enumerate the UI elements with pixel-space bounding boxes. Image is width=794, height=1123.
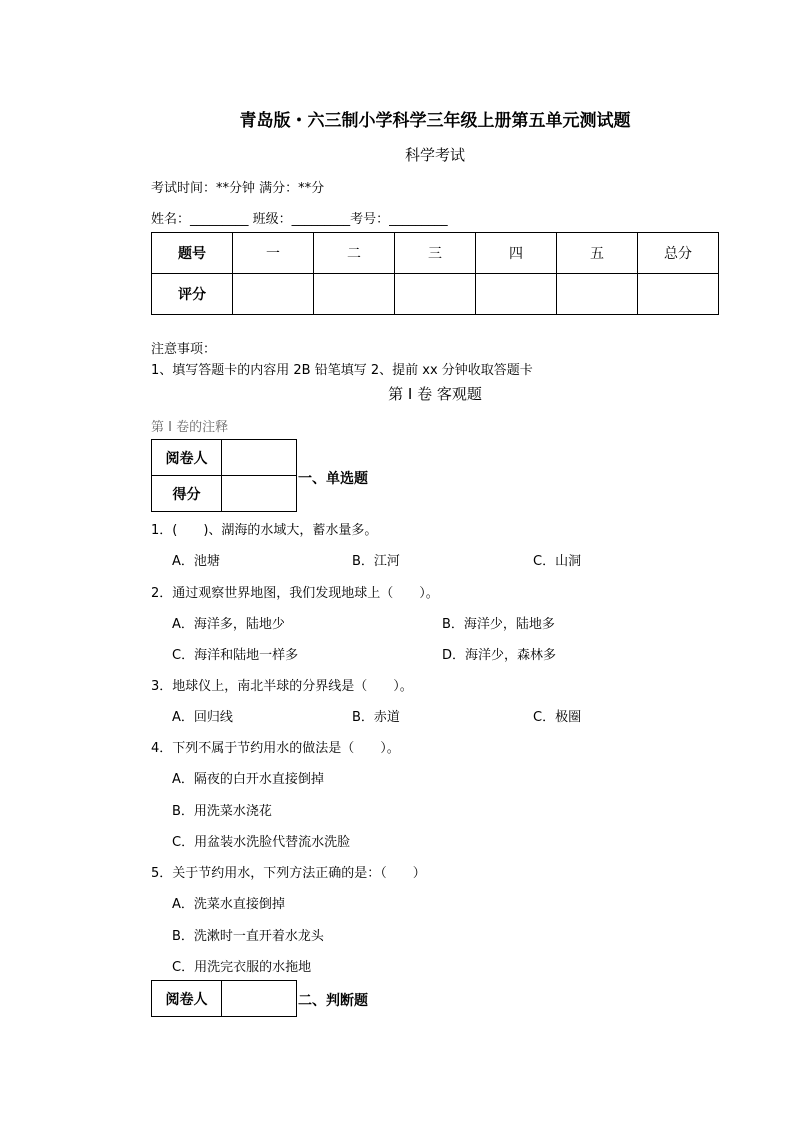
score-header-cell: 一: [233, 233, 314, 274]
grader-score-field[interactable]: [222, 476, 297, 512]
grader-score-label: 得分: [152, 476, 222, 512]
score-table-score-row: [152, 274, 719, 315]
question-option[interactable]: B．用洗菜水浇花: [172, 804, 272, 819]
score-header-cell: 二: [314, 233, 395, 274]
score-header-cell: 四: [476, 233, 557, 274]
question-stem: 4．下列不属于节约用水的做法是（ ）。: [151, 741, 400, 756]
question-option[interactable]: C．山洞: [533, 554, 582, 569]
question-option[interactable]: B．江河: [352, 554, 400, 569]
grader-reviewer-field[interactable]: [222, 440, 297, 476]
score-header-cell: 题号: [152, 233, 233, 274]
score-input-cell[interactable]: [233, 274, 314, 315]
question-option[interactable]: C．用盆装水洗脸代替流水洗脸: [172, 835, 351, 850]
score-header-cell: 三: [395, 233, 476, 274]
score-input-cell[interactable]: [557, 274, 638, 315]
question-option[interactable]: A．海洋多，陆地少: [172, 617, 285, 632]
question-option[interactable]: B．赤道: [352, 710, 400, 725]
notes-heading: 注意事项：: [151, 342, 217, 357]
page-title: 青岛版・六三制小学科学三年级上册第五单元测试题: [239, 111, 631, 131]
question-option[interactable]: B．海洋少，陆地多: [442, 617, 555, 632]
question-option[interactable]: A．隔夜的白开水直接倒掉: [172, 772, 324, 787]
part1-note: 第 I 卷的注释: [151, 420, 229, 435]
grader-box: [151, 439, 297, 512]
notes-body: 1、填写答题卡的内容用 2B 铅笔填写 2、提前 xx 分钟收取答题卡: [151, 363, 533, 378]
student-info: 姓名：_________ 班级：_________考号：_________: [151, 212, 448, 227]
grader-reviewer-field[interactable]: [222, 981, 297, 1017]
score-input-cell[interactable]: [638, 274, 719, 315]
question-stem: 3．地球仪上，南北半球的分界线是（ ）。: [151, 679, 413, 694]
question-option[interactable]: C．用洗完衣服的水拖地: [172, 960, 312, 975]
question-option[interactable]: A．洗菜水直接倒掉: [172, 897, 285, 912]
question-option[interactable]: A．回归线: [172, 710, 233, 725]
question-option[interactable]: B．洗漱时一直开着水龙头: [172, 929, 324, 944]
score-input-cell[interactable]: [395, 274, 476, 315]
question-option[interactable]: C．海洋和陆地一样多: [172, 648, 299, 663]
question-option[interactable]: D．海洋少，森林多: [442, 648, 557, 663]
score-header-cell: 五: [557, 233, 638, 274]
grader-box: [151, 980, 297, 1017]
grader-reviewer-label: 阅卷人: [152, 440, 222, 476]
question-option[interactable]: A．池塘: [172, 554, 220, 569]
score-table-header-row: [152, 233, 719, 274]
page-subtitle: 科学考试: [404, 146, 465, 164]
question-stem: 2．通过观察世界地图，我们发现地球上（ ）。: [151, 586, 439, 601]
question-option[interactable]: C．极圈: [533, 710, 582, 725]
score-input-cell[interactable]: [314, 274, 395, 315]
section-single-choice: 一、单选题: [298, 471, 368, 487]
score-header-cell: 总分: [638, 233, 719, 274]
score-input-cell[interactable]: [476, 274, 557, 315]
score-row-label: 评分: [152, 274, 233, 315]
section-judgment: 二、判断题: [298, 993, 368, 1009]
exam-info: 考试时间：**分钟 满分：**分: [151, 181, 325, 196]
question-stem: 5．关于节约用水，下列方法正确的是：（ ）: [151, 866, 426, 881]
part1-title: 第 I 卷 客观题: [388, 385, 482, 403]
question-stem: 1．( )、湖海的水域大，蓄水量多。: [151, 523, 378, 538]
grader-reviewer-label: 阅卷人: [152, 981, 222, 1017]
score-table: [151, 232, 719, 315]
